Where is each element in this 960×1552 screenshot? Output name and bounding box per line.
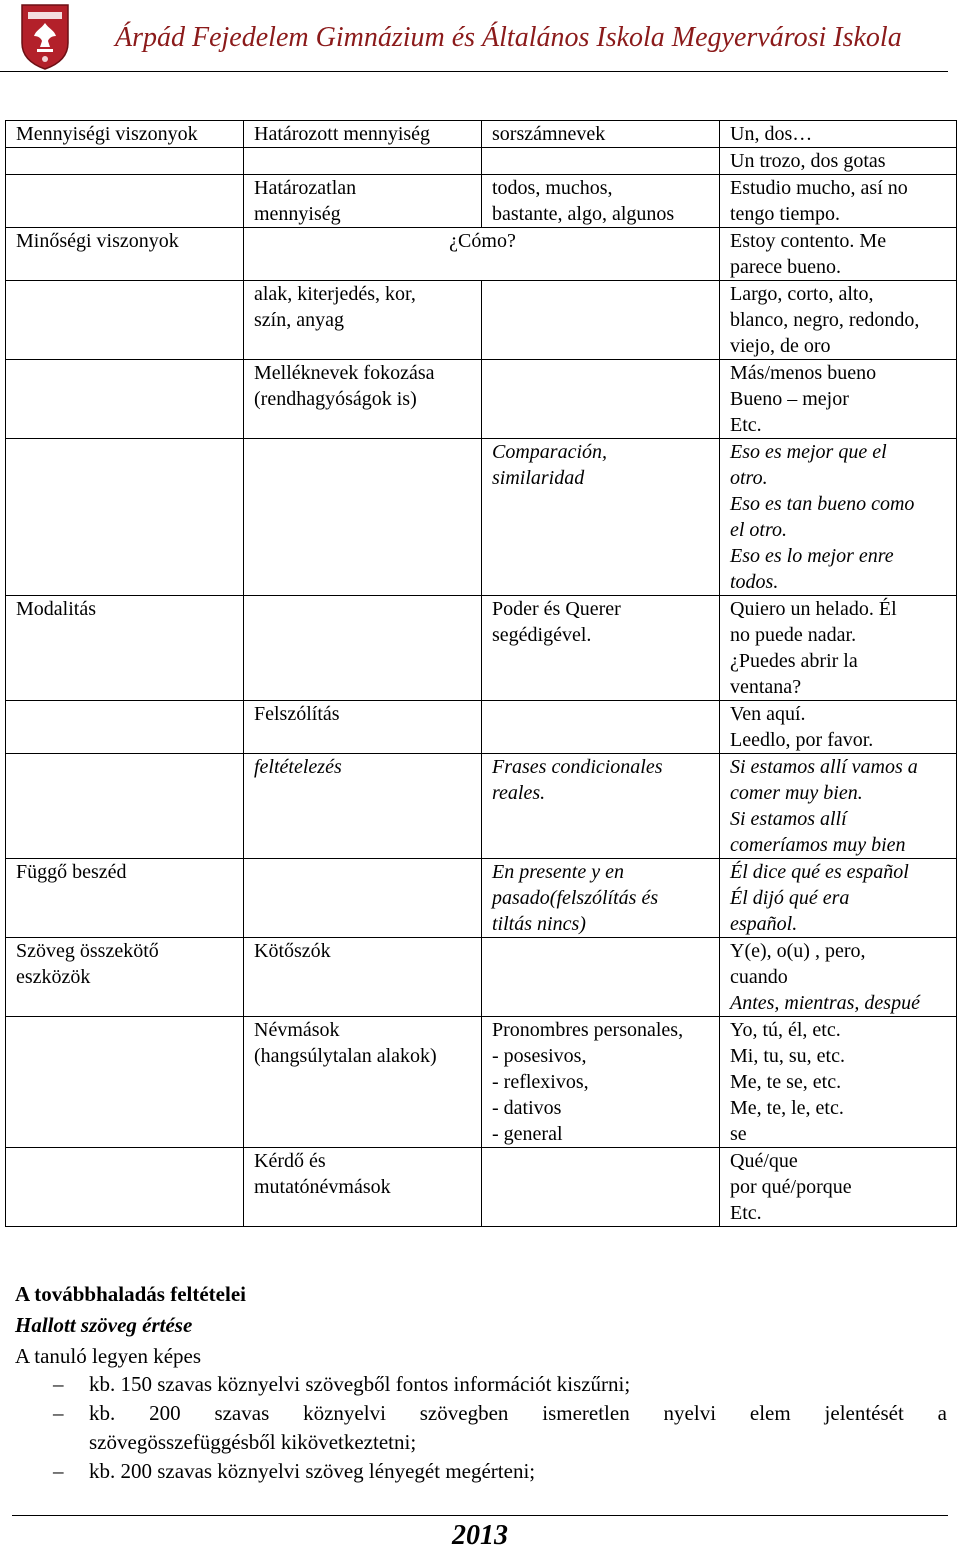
- table-cell: [482, 1148, 720, 1227]
- dash-bullet-icon: –: [53, 1401, 64, 1425]
- table-cell: Melléknevek fokozása (rendhagyóságok is): [244, 360, 482, 439]
- table-cell: En presente y en pasado(felszólítás és tiltás nincs): [482, 859, 720, 938]
- table-row: [6, 701, 957, 754]
- table-cell: [244, 439, 482, 596]
- table-cell: [482, 938, 720, 1017]
- table-cell: todos, muchos, bastante, algo, algunos: [482, 175, 720, 228]
- table-row: [6, 175, 957, 228]
- table-cell: Un, dos…: [720, 121, 957, 148]
- table-cell: Estoy contento. Me parece bueno.: [720, 228, 957, 281]
- table-row: [6, 121, 957, 148]
- table-cell: Kérdő és mutatónévmások: [244, 1148, 482, 1227]
- header-divider: [0, 71, 948, 72]
- table-row: [6, 148, 957, 175]
- footer-divider: [12, 1515, 948, 1516]
- requirements-section: [15, 1280, 947, 1486]
- table-row: [6, 859, 957, 938]
- table-cell: [6, 1017, 244, 1148]
- table-cell: feltételezés: [244, 754, 482, 859]
- table-cell: Poder és Querer segédigével.: [482, 596, 720, 701]
- table-cell: [6, 175, 244, 228]
- header-title: Árpád Fejedelem Gimnázium és Általános Iskola Megyervárosi Iskola: [115, 22, 902, 53]
- table-cell: [6, 281, 244, 360]
- table-cell: Largo, corto, alto, blanco, negro, redondo, viejo, de oro: [720, 281, 957, 360]
- table-cell: ¿Cómo?: [244, 228, 720, 281]
- grammar-table: [5, 120, 957, 1227]
- requirement-list: [15, 1370, 947, 1486]
- table-cell: [6, 439, 244, 596]
- section-subheading: Hallott szöveg értése: [15, 1313, 193, 1337]
- table-cell: [244, 148, 482, 175]
- table-row: [6, 1148, 957, 1227]
- table-cell: Határozott mennyiség: [244, 121, 482, 148]
- table-row: [6, 754, 957, 859]
- list-item: – kb. 200 szavas köznyelvi szöveg lényegét megérteni;: [15, 1457, 947, 1486]
- table-cell: Kötőszók: [244, 938, 482, 1017]
- table-row: [6, 281, 957, 360]
- table-cell: [482, 360, 720, 439]
- table-cell: Mennyiségi viszonyok: [6, 121, 244, 148]
- table-cell: Quiero un helado. Él no puede nadar. ¿Puedes abrir la ventana?: [720, 596, 957, 701]
- table-cell: Határozatlan mennyiség: [244, 175, 482, 228]
- table-cell: [244, 859, 482, 938]
- table-cell: Y(e), o(u) , pero, cuando Antes, mientras, despué: [720, 938, 957, 1017]
- table-cell: Szöveg összekötő eszközök: [6, 938, 244, 1017]
- table-cell: [6, 360, 244, 439]
- school-crest-icon: [20, 3, 70, 71]
- table-cell: Függő beszéd: [6, 859, 244, 938]
- table-cell: [6, 148, 244, 175]
- list-item: – kb. 200 szavas köznyelvi szövegben ismeretlen nyelvi elem jelentését a szövegösszefüggésből kikövetkeztetni;: [53, 1401, 947, 1454]
- table-cell: Minőségi viszonyok: [6, 228, 244, 281]
- section-intro: A tanuló legyen képes: [15, 1344, 202, 1368]
- table-cell: Si estamos allí vamos a comer muy bien. Si estamos allí comeríamos muy bien: [720, 754, 957, 859]
- table-cell: [482, 148, 720, 175]
- table-cell: Yo, tú, él, etc. Mi, tu, su, etc. Me, te se, etc. Me, te, le, etc. se: [720, 1017, 957, 1148]
- table-row: [6, 360, 957, 439]
- table-cell: Un trozo, dos gotas: [720, 148, 957, 175]
- dash-bullet-icon: –: [53, 1372, 64, 1396]
- table-cell: sorszámnevek: [482, 121, 720, 148]
- table-cell: Pronombres personales, - posesivos, - reflexivos, - dativos - general: [482, 1017, 720, 1148]
- table-row: [6, 228, 957, 281]
- table-cell: alak, kiterjedés, kor, szín, anyag: [244, 281, 482, 360]
- table-row: [6, 439, 957, 596]
- table-cell: [244, 596, 482, 701]
- table-cell: [482, 701, 720, 754]
- table-row: [6, 938, 957, 1017]
- table-cell: [6, 1148, 244, 1227]
- table-cell: Modalitás: [6, 596, 244, 701]
- table-cell: Él dice qué es español Él dijó qué era español.: [720, 859, 957, 938]
- section-heading: A továbbhaladás feltételei: [15, 1282, 246, 1306]
- page-header: [0, 0, 960, 75]
- table-cell: [6, 754, 244, 859]
- table-row: [6, 1017, 957, 1148]
- table-cell: Eso es mejor que el otro. Eso es tan bueno como el otro. Eso es lo mejor enre todos.: [720, 439, 957, 596]
- table-cell: Comparación, similaridad: [482, 439, 720, 596]
- table-cell: Névmások (hangsúlytalan alakok): [244, 1017, 482, 1148]
- dash-bullet-icon: –: [53, 1459, 64, 1483]
- table-cell: Qué/que por qué/porque Etc.: [720, 1148, 957, 1227]
- table-cell: Felszólítás: [244, 701, 482, 754]
- table-cell: Frases condicionales reales.: [482, 754, 720, 859]
- table-row: [6, 596, 957, 701]
- table-cell: [6, 701, 244, 754]
- table-cell: Estudio mucho, así no tengo tiempo.: [720, 175, 957, 228]
- table-cell: [482, 281, 720, 360]
- table-cell: Ven aquí. Leedlo, por favor.: [720, 701, 957, 754]
- footer-year: 2013: [452, 1520, 508, 1551]
- list-item: – kb. 150 szavas köznyelvi szövegből fontos információt kiszűrni;: [15, 1370, 947, 1399]
- table-cell: Más/menos bueno Bueno – mejor Etc.: [720, 360, 957, 439]
